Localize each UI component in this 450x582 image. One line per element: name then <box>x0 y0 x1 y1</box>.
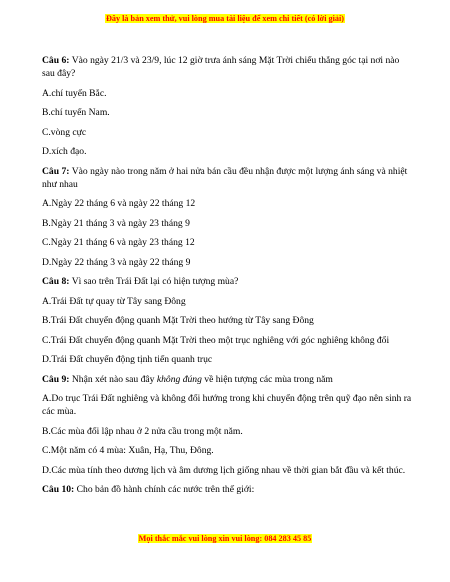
document-body <box>42 54 412 503</box>
question-label: Câu 9: <box>42 373 70 385</box>
option: C.Ngày 21 tháng 6 và ngày 23 tháng 12 <box>42 237 195 248</box>
option: D.Trái Đất chuyển động tịnh tiến quanh trục <box>42 354 213 365</box>
option: D.xích đạo. <box>42 146 87 157</box>
question-9 <box>42 373 412 386</box>
option: A.chí tuyến Bắc. <box>42 87 107 99</box>
header-banner <box>0 14 450 23</box>
option: A.Trái Đất tự quay từ Tây sang Đông <box>42 295 186 307</box>
option: B.Các mùa đối lập nhau ở 2 nửa cầu trong một năm. <box>42 425 243 437</box>
footer-banner <box>0 534 450 543</box>
question-7 <box>42 165 412 191</box>
option: C.vòng cực <box>42 126 87 138</box>
question-text-after: về hiện tượng các mùa trong năm <box>201 373 333 385</box>
question-10 <box>42 483 412 496</box>
question-label: Câu 10: <box>42 484 75 495</box>
question-label: Câu 6: <box>42 55 70 66</box>
footer-banner-text: Mọi thắc mắc vui lòng xin vui lòng: 084 283 45 85 <box>138 534 312 543</box>
header-banner-text: Đây là bản xem thử, vui lòng mua tài liệu để xem chi tiết (có lời giải) <box>105 14 344 23</box>
question-text-emphasis: không đúng <box>156 373 202 385</box>
question-label: Câu 8: <box>42 276 70 287</box>
option: D.Các mùa tính theo dương lịch và âm dương lịch giống nhau về thời gian bắt đầu và kết thúc. <box>42 464 406 476</box>
option: A.Do trục Trái Đất nghiêng và không đổi hướng trong khi chuyển động trên quỹ đạo nên sinh ra các mùa. <box>42 393 412 417</box>
question-text: Cho bản đồ hành chính các nước trên thế giới: <box>76 484 255 495</box>
option: D.Ngày 22 tháng 3 và ngày 22 tháng 9 <box>42 256 191 268</box>
option: B.Ngày 21 tháng 3 và ngày 23 tháng 9 <box>42 217 190 229</box>
question-6 <box>42 54 412 80</box>
question-label: Câu 7: <box>42 165 70 177</box>
option: A.Ngày 22 tháng 6 và ngày 22 tháng 12 <box>42 198 196 209</box>
question-text: Vào ngày 21/3 và 23/9, lúc 12 giờ trưa ánh sáng Mặt Trời chiếu thẳng góc tại nơi nào sau đây? <box>42 55 400 79</box>
option: C.Trái Đất chuyển động quanh Mặt Trời theo một trục nghiêng với góc nghiêng không đổi <box>42 334 390 346</box>
question-text: Vào ngày nào trong năm ở hai nửa bán cầu đều nhận được một lượng ánh sáng và nhiệt như nhau <box>42 165 408 190</box>
question-text: Vì sao trên Trái Đất lại có hiện tượng mùa? <box>71 276 239 287</box>
question-8 <box>42 275 412 288</box>
question-text-before: Nhận xét nào sau đây <box>71 373 157 385</box>
option: B.chí tuyến Nam. <box>42 107 110 118</box>
option: B.Trái Đất chuyển động quanh Mặt Trời theo hướng từ Tây sang Đông <box>42 315 314 326</box>
option: C.Một năm có 4 mùa: Xuân, Hạ, Thu, Đông. <box>42 445 214 456</box>
